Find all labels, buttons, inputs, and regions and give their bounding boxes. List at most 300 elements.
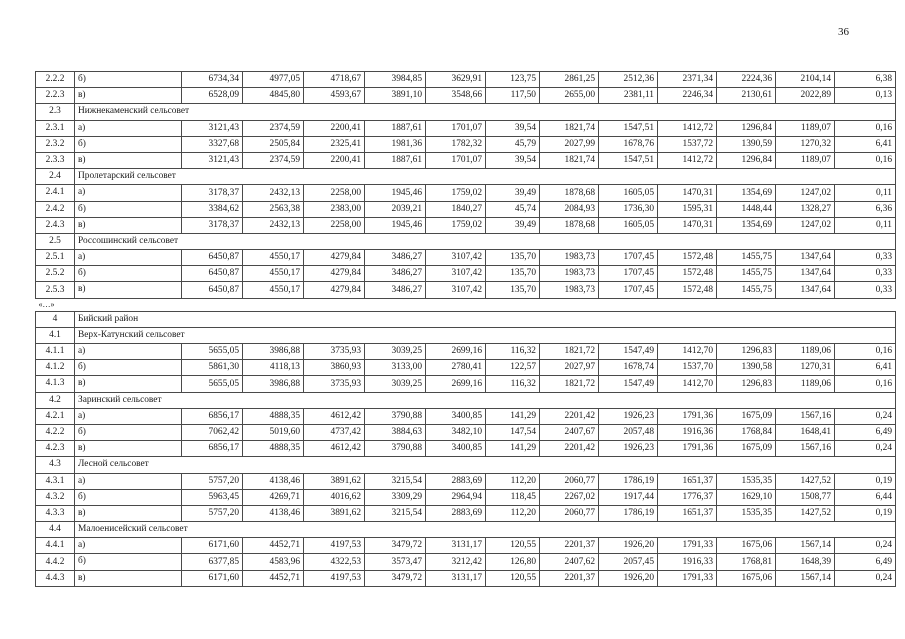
value-cell: 4737,42 <box>304 424 365 440</box>
value-cell: 2130,61 <box>717 88 776 104</box>
value-cell: 2407,67 <box>540 424 599 440</box>
section-title-cell: Нижнекаменский сельсовет <box>75 104 896 120</box>
row-code-cell: 2.3.3 <box>36 152 75 168</box>
value-cell: 126,80 <box>486 554 540 570</box>
row-code-cell: 4.1.3 <box>36 376 75 392</box>
value-cell: 1916,36 <box>658 424 717 440</box>
section-header-row <box>36 104 896 120</box>
value-cell: 1547,49 <box>599 376 658 392</box>
value-cell: 2039,21 <box>365 201 426 217</box>
value-cell: 1840,27 <box>426 201 486 217</box>
value-cell: 39,54 <box>486 152 540 168</box>
value-cell: 4269,71 <box>243 489 304 505</box>
value-cell: 1648,39 <box>776 554 835 570</box>
value-cell: 1707,45 <box>599 250 658 266</box>
value-cell: 3790,88 <box>365 441 426 457</box>
value-cell: 2057,48 <box>599 424 658 440</box>
value-cell: 1412,70 <box>658 344 717 360</box>
value-cell: 6,41 <box>835 136 896 152</box>
value-cell: 122,57 <box>486 360 540 376</box>
value-cell: 3215,54 <box>365 473 426 489</box>
table-row <box>36 217 896 233</box>
value-cell: 116,32 <box>486 376 540 392</box>
value-cell: 1926,20 <box>599 570 658 586</box>
row-variant-cell: а) <box>75 250 182 266</box>
value-cell: 4718,67 <box>304 72 365 88</box>
section-code-cell: 4.2 <box>36 392 75 408</box>
value-cell: 4612,42 <box>304 441 365 457</box>
value-cell: 4197,53 <box>304 538 365 554</box>
value-cell: 4612,42 <box>304 408 365 424</box>
value-cell: 1412,72 <box>658 152 717 168</box>
value-cell: 2060,77 <box>540 505 599 521</box>
value-cell: 2374,59 <box>243 120 304 136</box>
section-code-cell: 4.1 <box>36 327 75 343</box>
value-cell: 1537,70 <box>658 360 717 376</box>
value-cell: 3984,85 <box>365 72 426 88</box>
value-cell: 1786,19 <box>599 473 658 489</box>
value-cell: 4016,62 <box>304 489 365 505</box>
section-title-cell: Бийский район <box>75 311 896 327</box>
value-cell: 3790,88 <box>365 408 426 424</box>
value-cell: 6450,87 <box>182 282 243 298</box>
row-variant-cell: в) <box>75 217 182 233</box>
section-code-cell: 2.3 <box>36 104 75 120</box>
value-cell: 6,49 <box>835 424 896 440</box>
value-cell: 0,13 <box>835 88 896 104</box>
value-cell: 5019,60 <box>243 424 304 440</box>
value-cell: 2883,69 <box>426 505 486 521</box>
value-cell: 4279,84 <box>304 266 365 282</box>
table-row <box>36 72 896 88</box>
row-variant-cell: в) <box>75 282 182 298</box>
row-variant-cell: а) <box>75 120 182 136</box>
value-cell: 2374,59 <box>243 152 304 168</box>
value-cell: 0,11 <box>835 185 896 201</box>
value-cell: 0,33 <box>835 250 896 266</box>
table-row <box>36 282 896 298</box>
value-cell: 4118,13 <box>243 360 304 376</box>
row-variant-cell: а) <box>75 185 182 201</box>
value-cell: 2432,13 <box>243 217 304 233</box>
row-code-cell: 2.4.1 <box>36 185 75 201</box>
value-cell: 5655,05 <box>182 376 243 392</box>
value-cell: 4593,67 <box>304 88 365 104</box>
value-cell: 39,49 <box>486 217 540 233</box>
row-code-cell: 4.3.3 <box>36 505 75 521</box>
value-cell: 2325,41 <box>304 136 365 152</box>
value-cell: 4583,96 <box>243 554 304 570</box>
value-cell: 4452,71 <box>243 570 304 586</box>
table-row <box>36 185 896 201</box>
value-cell: 3860,93 <box>304 360 365 376</box>
row-code-cell: 4.4.2 <box>36 554 75 570</box>
section-header-row <box>36 327 896 343</box>
value-cell: 2699,16 <box>426 344 486 360</box>
section-title-cell: Заринский сельсовет <box>75 392 896 408</box>
section-title-cell: Лесной сельсовет <box>75 457 896 473</box>
value-cell: 2027,97 <box>540 360 599 376</box>
value-cell: 1707,45 <box>599 266 658 282</box>
value-cell: 1567,14 <box>776 538 835 554</box>
value-cell: 1572,48 <box>658 266 717 282</box>
section-code-cell: 2.5 <box>36 233 75 249</box>
table-row <box>36 554 896 570</box>
value-cell: 1768,81 <box>717 554 776 570</box>
value-cell: 2022,89 <box>776 88 835 104</box>
row-code-cell: 4.2.1 <box>36 408 75 424</box>
row-code-cell: 4.3.1 <box>36 473 75 489</box>
value-cell: 1759,02 <box>426 185 486 201</box>
row-variant-cell: б) <box>75 266 182 282</box>
value-cell: 0,24 <box>835 538 896 554</box>
value-cell: 2371,34 <box>658 72 717 88</box>
value-cell: 6856,17 <box>182 408 243 424</box>
value-cell: 3215,54 <box>365 505 426 521</box>
value-cell: 5757,20 <box>182 473 243 489</box>
value-cell: 6,44 <box>835 489 896 505</box>
value-cell: 0,16 <box>835 376 896 392</box>
value-cell: 2267,02 <box>540 489 599 505</box>
value-cell: 3735,93 <box>304 344 365 360</box>
value-cell: 4452,71 <box>243 538 304 554</box>
value-cell: 5757,20 <box>182 505 243 521</box>
value-cell: 3212,42 <box>426 554 486 570</box>
value-cell: 5963,45 <box>182 489 243 505</box>
value-cell: 3479,72 <box>365 570 426 586</box>
value-cell: 1926,20 <box>599 538 658 554</box>
value-cell: 141,29 <box>486 408 540 424</box>
value-cell: 1427,52 <box>776 473 835 489</box>
row-code-cell: 2.3.2 <box>36 136 75 152</box>
value-cell: 0,33 <box>835 282 896 298</box>
value-cell: 120,55 <box>486 570 540 586</box>
table-row <box>36 344 896 360</box>
row-variant-cell: б) <box>75 72 182 88</box>
value-cell: 1547,51 <box>599 152 658 168</box>
row-variant-cell: б) <box>75 201 182 217</box>
value-cell: 1916,33 <box>658 554 717 570</box>
value-cell: 1537,72 <box>658 136 717 152</box>
value-cell: 2057,45 <box>599 554 658 570</box>
value-cell: 5655,05 <box>182 344 243 360</box>
table-row <box>36 424 896 440</box>
value-cell: 0,16 <box>835 120 896 136</box>
value-cell: 1786,19 <box>599 505 658 521</box>
row-code-cell: 4.4.3 <box>36 570 75 586</box>
value-cell: 2512,36 <box>599 72 658 88</box>
value-cell: 6528,09 <box>182 88 243 104</box>
section-title-cell: Пролетарский сельсовет <box>75 169 896 185</box>
value-cell: 1678,74 <box>599 360 658 376</box>
value-cell: 3486,27 <box>365 282 426 298</box>
value-cell: 5861,30 <box>182 360 243 376</box>
section-header-row <box>36 457 896 473</box>
row-code-cell: 2.4.2 <box>36 201 75 217</box>
value-cell: 0,24 <box>835 570 896 586</box>
row-variant-cell: в) <box>75 152 182 168</box>
value-cell: 1595,31 <box>658 201 717 217</box>
value-cell: 3039,25 <box>365 376 426 392</box>
row-variant-cell: а) <box>75 473 182 489</box>
value-cell: 1189,06 <box>776 344 835 360</box>
value-cell: 2655,00 <box>540 88 599 104</box>
page-number: 36 <box>838 26 849 38</box>
value-cell: 3384,62 <box>182 201 243 217</box>
table-row <box>36 136 896 152</box>
value-cell: 2780,41 <box>426 360 486 376</box>
value-cell: 1759,02 <box>426 217 486 233</box>
value-cell: 4845,80 <box>243 88 304 104</box>
value-cell: 1791,36 <box>658 441 717 457</box>
value-cell: 3891,62 <box>304 505 365 521</box>
value-cell: 45,74 <box>486 201 540 217</box>
value-cell: 2699,16 <box>426 376 486 392</box>
value-cell: 116,32 <box>486 344 540 360</box>
value-cell: 1648,41 <box>776 424 835 440</box>
table-row <box>36 441 896 457</box>
value-cell: 1412,72 <box>658 120 717 136</box>
value-cell: 1605,05 <box>599 185 658 201</box>
value-cell: 1567,16 <box>776 441 835 457</box>
value-cell: 3400,85 <box>426 408 486 424</box>
value-cell: 1917,44 <box>599 489 658 505</box>
value-cell: 1983,73 <box>540 266 599 282</box>
value-cell: 1675,06 <box>717 538 776 554</box>
value-cell: 118,45 <box>486 489 540 505</box>
section-title-cell: Верх-Катунский сельсовет <box>75 327 896 343</box>
value-cell: 0,24 <box>835 408 896 424</box>
value-cell: 3482,10 <box>426 424 486 440</box>
value-cell: 1270,31 <box>776 360 835 376</box>
value-cell: 1821,72 <box>540 376 599 392</box>
value-cell: 1535,35 <box>717 473 776 489</box>
value-cell: 2861,25 <box>540 72 599 88</box>
value-cell: 2432,13 <box>243 185 304 201</box>
value-cell: 39,49 <box>486 185 540 201</box>
value-cell: 4550,17 <box>243 266 304 282</box>
table-row <box>36 250 896 266</box>
value-cell: 1945,46 <box>365 217 426 233</box>
value-cell: 1567,14 <box>776 570 835 586</box>
value-cell: 1354,69 <box>717 185 776 201</box>
value-cell: 4888,35 <box>243 441 304 457</box>
value-cell: 2381,11 <box>599 88 658 104</box>
value-cell: 1328,27 <box>776 201 835 217</box>
value-cell: 1926,23 <box>599 441 658 457</box>
value-cell: 1782,32 <box>426 136 486 152</box>
row-variant-cell: а) <box>75 344 182 360</box>
row-variant-cell: б) <box>75 489 182 505</box>
value-cell: 3573,47 <box>365 554 426 570</box>
value-cell: 1427,52 <box>776 505 835 521</box>
value-cell: 1776,37 <box>658 489 717 505</box>
value-cell: 147,54 <box>486 424 540 440</box>
table-row <box>36 120 896 136</box>
value-cell: 0,19 <box>835 505 896 521</box>
value-cell: 1296,83 <box>717 344 776 360</box>
value-cell: 1572,48 <box>658 282 717 298</box>
value-cell: 0,24 <box>835 441 896 457</box>
value-cell: 2258,00 <box>304 217 365 233</box>
row-code-cell: 2.3.1 <box>36 120 75 136</box>
table-row <box>36 201 896 217</box>
value-cell: 3629,91 <box>426 72 486 88</box>
value-cell: 1390,58 <box>717 360 776 376</box>
value-cell: 1983,73 <box>540 282 599 298</box>
value-cell: 4888,35 <box>243 408 304 424</box>
row-variant-cell: б) <box>75 136 182 152</box>
section-header-row <box>36 522 896 538</box>
value-cell: 0,11 <box>835 217 896 233</box>
value-cell: 1547,49 <box>599 344 658 360</box>
value-cell: 6171,60 <box>182 538 243 554</box>
value-cell: 1455,75 <box>717 250 776 266</box>
value-cell: 1768,84 <box>717 424 776 440</box>
value-cell: 39,54 <box>486 120 540 136</box>
value-cell: 1412,70 <box>658 376 717 392</box>
value-cell: 6377,85 <box>182 554 243 570</box>
row-variant-cell: б) <box>75 360 182 376</box>
value-cell: 1675,06 <box>717 570 776 586</box>
value-cell: 1547,51 <box>599 120 658 136</box>
value-cell: 1296,84 <box>717 152 776 168</box>
value-cell: 4279,84 <box>304 250 365 266</box>
value-cell: 1247,02 <box>776 185 835 201</box>
section-header-row <box>36 311 896 327</box>
value-cell: 1390,59 <box>717 136 776 152</box>
row-variant-cell: в) <box>75 505 182 521</box>
value-cell: 3400,85 <box>426 441 486 457</box>
value-cell: 1701,07 <box>426 152 486 168</box>
value-cell: 2027,99 <box>540 136 599 152</box>
value-cell: 3107,42 <box>426 250 486 266</box>
value-cell: 1189,07 <box>776 152 835 168</box>
value-cell: 0,16 <box>835 344 896 360</box>
value-cell: 135,70 <box>486 282 540 298</box>
value-cell: 2201,42 <box>540 408 599 424</box>
value-cell: 6,36 <box>835 201 896 217</box>
tariff-table <box>35 71 896 587</box>
omission-marker: «…» <box>38 299 55 309</box>
value-cell: 1821,72 <box>540 344 599 360</box>
value-cell: 1821,74 <box>540 120 599 136</box>
value-cell: 2200,41 <box>304 120 365 136</box>
value-cell: 3107,42 <box>426 266 486 282</box>
value-cell: 3486,27 <box>365 266 426 282</box>
row-code-cell: 4.4.1 <box>36 538 75 554</box>
value-cell: 1821,74 <box>540 152 599 168</box>
value-cell: 135,70 <box>486 266 540 282</box>
value-cell: 1707,45 <box>599 282 658 298</box>
value-cell: 1296,84 <box>717 120 776 136</box>
value-cell: 2060,77 <box>540 473 599 489</box>
table-row <box>36 570 896 586</box>
value-cell: 1701,07 <box>426 120 486 136</box>
value-cell: 3178,37 <box>182 185 243 201</box>
value-cell: 6,49 <box>835 554 896 570</box>
value-cell: 2246,34 <box>658 88 717 104</box>
value-cell: 4138,46 <box>243 505 304 521</box>
row-code-cell: 4.2.3 <box>36 441 75 457</box>
value-cell: 1675,09 <box>717 408 776 424</box>
value-cell: 1887,61 <box>365 152 426 168</box>
value-cell: 2883,69 <box>426 473 486 489</box>
value-cell: 123,75 <box>486 72 540 88</box>
table-row <box>36 505 896 521</box>
value-cell: 3178,37 <box>182 217 243 233</box>
row-code-cell: 4.1.2 <box>36 360 75 376</box>
value-cell: 6,41 <box>835 360 896 376</box>
value-cell: 2201,37 <box>540 570 599 586</box>
value-cell: 112,20 <box>486 505 540 521</box>
value-cell: 3121,43 <box>182 152 243 168</box>
row-variant-cell: б) <box>75 554 182 570</box>
value-cell: 2201,42 <box>540 441 599 457</box>
value-cell: 3327,68 <box>182 136 243 152</box>
value-cell: 1247,02 <box>776 217 835 233</box>
value-cell: 2505,84 <box>243 136 304 152</box>
value-cell: 3986,88 <box>243 344 304 360</box>
value-cell: 2407,62 <box>540 554 599 570</box>
value-cell: 3486,27 <box>365 250 426 266</box>
value-cell: 1651,37 <box>658 505 717 521</box>
section-title-cell: Россошинский сельсовет <box>75 233 896 249</box>
value-cell: 2964,94 <box>426 489 486 505</box>
row-variant-cell: в) <box>75 376 182 392</box>
value-cell: 3131,17 <box>426 570 486 586</box>
value-cell: 6734,34 <box>182 72 243 88</box>
value-cell: 3309,29 <box>365 489 426 505</box>
row-code-cell: 2.2.2 <box>36 72 75 88</box>
table-body <box>36 72 896 587</box>
table-row <box>36 538 896 554</box>
value-cell: 3891,62 <box>304 473 365 489</box>
value-cell: 1508,77 <box>776 489 835 505</box>
value-cell: 4322,53 <box>304 554 365 570</box>
value-cell: 2201,37 <box>540 538 599 554</box>
section-header-row <box>36 392 896 408</box>
row-code-cell: 2.5.3 <box>36 282 75 298</box>
value-cell: 3107,42 <box>426 282 486 298</box>
value-cell: 0,19 <box>835 473 896 489</box>
value-cell: 7062,42 <box>182 424 243 440</box>
value-cell: 1791,36 <box>658 408 717 424</box>
value-cell: 1791,33 <box>658 570 717 586</box>
value-cell: 135,70 <box>486 250 540 266</box>
value-cell: 2200,41 <box>304 152 365 168</box>
value-cell: 3884,63 <box>365 424 426 440</box>
value-cell: 3133,00 <box>365 360 426 376</box>
row-code-cell: 2.5.1 <box>36 250 75 266</box>
value-cell: 1878,68 <box>540 217 599 233</box>
value-cell: 3548,66 <box>426 88 486 104</box>
table-row <box>36 473 896 489</box>
value-cell: 3039,25 <box>365 344 426 360</box>
row-variant-cell: в) <box>75 88 182 104</box>
value-cell: 6450,87 <box>182 266 243 282</box>
value-cell: 1945,46 <box>365 185 426 201</box>
table-row <box>36 266 896 282</box>
row-code-cell: 4.2.2 <box>36 424 75 440</box>
value-cell: 3121,43 <box>182 120 243 136</box>
row-code-cell: 2.4.3 <box>36 217 75 233</box>
value-cell: 1535,35 <box>717 505 776 521</box>
section-code-cell: 2.4 <box>36 169 75 185</box>
value-cell: 1448,44 <box>717 201 776 217</box>
value-cell: 1567,16 <box>776 408 835 424</box>
value-cell: 4138,46 <box>243 473 304 489</box>
